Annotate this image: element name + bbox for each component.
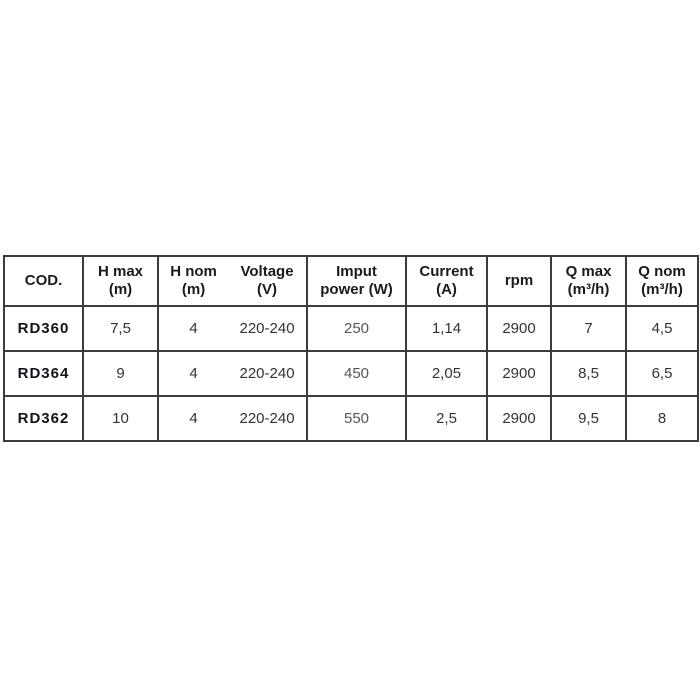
header-unit-h-max: (m) [108, 281, 133, 298]
cell-h-nom-voltage [158, 306, 307, 351]
cell-voltage: 220-240 [239, 320, 295, 337]
table-row-rd360 [4, 306, 698, 351]
cell-q-nom: 6,5 [626, 351, 698, 396]
cell-rpm: 2900 [487, 396, 551, 441]
cell-current: 2,05 [406, 351, 487, 396]
header-label-current: Current [419, 262, 474, 280]
header-unit-q-max: (m³/h) [567, 281, 610, 298]
cell-voltage: 220-240 [239, 410, 295, 427]
cell-q-nom: 8 [626, 396, 698, 441]
cell-h-max: 7,5 [83, 306, 158, 351]
cell-h-nom-voltage [158, 351, 307, 396]
header-unit-current: (A) [436, 281, 457, 298]
header-label-cod: COD. [24, 271, 63, 289]
header-label-rpm: rpm [504, 271, 534, 289]
header-cell-q-max [551, 256, 626, 306]
cell-rpm: 2900 [487, 351, 551, 396]
header-cell-current [406, 256, 487, 306]
row-split-wrap [159, 365, 306, 382]
cell-cod: RD362 [4, 396, 83, 441]
header-cell-imput-power [307, 256, 406, 306]
header-cell-q-nom [626, 256, 698, 306]
header-label-q-max: Q max [565, 262, 612, 280]
cell-q-max: 7 [551, 306, 626, 351]
cell-q-nom: 4,5 [626, 306, 698, 351]
header-label-voltage: Voltage [240, 262, 294, 280]
cell-h-nom-voltage [158, 396, 307, 441]
cell-h-max: 9 [83, 351, 158, 396]
header-cell-rpm [487, 256, 551, 306]
cell-h-nom: 4 [189, 410, 198, 427]
cell-imput-power: 250 [307, 306, 406, 351]
cell-h-nom: 4 [189, 365, 198, 382]
header-label-imput-power: Imput [336, 262, 377, 280]
cell-q-max: 9,5 [551, 396, 626, 441]
header-label-h-max: H max [97, 262, 144, 280]
header-label-q-nom: Q nom [638, 262, 686, 280]
header-unit-imput-power: power (W) [320, 281, 393, 298]
cell-current: 1,14 [406, 306, 487, 351]
cell-q-max: 8,5 [551, 351, 626, 396]
cell-cod: RD364 [4, 351, 83, 396]
row-split-wrap [159, 320, 306, 337]
header-cell-cod [4, 256, 83, 306]
cell-imput-power: 550 [307, 396, 406, 441]
header-cell-h-nom-voltage [158, 256, 307, 306]
header-unit-voltage: (V) [257, 281, 278, 298]
cell-voltage: 220-240 [239, 365, 295, 382]
table-header-row [4, 256, 698, 306]
header-cell-h-max [83, 256, 158, 306]
header-sub-voltage [228, 263, 306, 300]
spec-table [3, 255, 699, 442]
table-row-rd362 [4, 396, 698, 441]
cell-current: 2,5 [406, 396, 487, 441]
table-row-rd364 [4, 351, 698, 396]
cell-rpm: 2900 [487, 306, 551, 351]
header-split-wrap [159, 263, 306, 300]
header-label-h-nom: H nom [170, 262, 217, 280]
cell-h-max: 10 [83, 396, 158, 441]
cell-imput-power: 450 [307, 351, 406, 396]
header-sub-h-nom [159, 263, 228, 300]
header-unit-q-nom: (m³/h) [641, 281, 683, 298]
header-unit-h-nom: (m) [181, 281, 206, 298]
row-split-wrap [159, 410, 306, 427]
cell-cod: RD360 [4, 306, 83, 351]
cell-h-nom: 4 [189, 320, 198, 337]
